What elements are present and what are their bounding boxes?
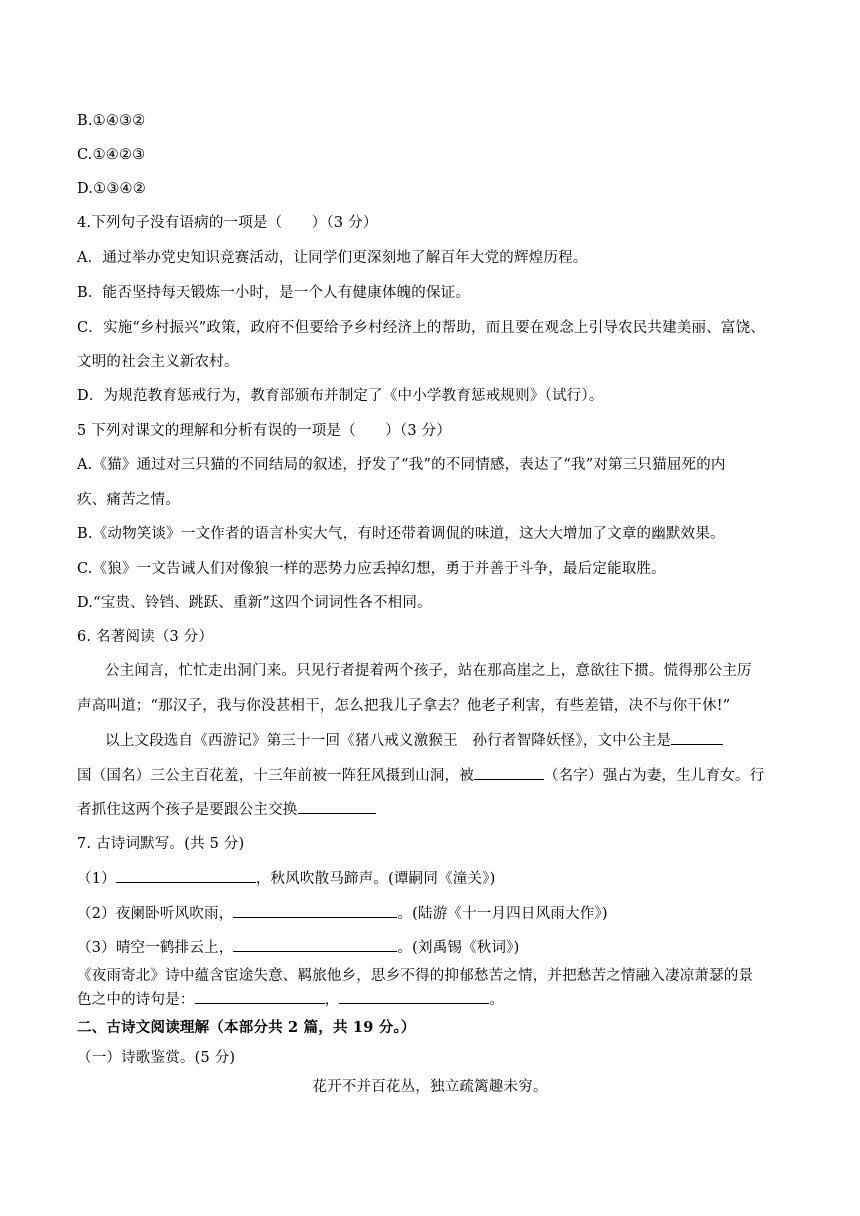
answer-blank-name[interactable] [474,765,544,780]
q7-line4-period: 。 [489,992,505,1008]
q7-line4-1: 《夜雨寄北》诗中蕴含宦途失意、羁旅他乡，思乡不得的抑郁愁苦之情，并把愁苦之情融入凄凉萧瑟的景 [77,968,754,984]
section2-subtitle: （一）诗歌鉴赏。(5 分) [77,1050,236,1066]
q4-stem: 4.下列句子没有语病的一项是（ ）（3 分） [77,215,378,231]
q7-line1 [77,868,496,889]
q3-option-c: C.①④②③ [77,147,146,163]
q6-question-text: 者抓住这两个孩子是要跟公主交换 [77,802,298,818]
q7-line1-label: （1） [77,871,116,887]
answer-blank-q7-4b[interactable] [339,989,489,1004]
q4-option-c-line1: C．实施“乡村振兴”政策，政府不但要给予乡村经济上的帮助，而且要在观念上引导农民共建美丽、富饶、 [77,320,766,336]
q3-option-b: B.①④③② [77,113,146,129]
q3-option-d: D.①③④② [77,181,146,197]
q7-line1-text: ，秋风吹散马蹄声。(谭嗣同《潼关》) [255,871,496,887]
q5-option-b: B.《动物笑谈》一文作者的语言朴实大气，有时还带着调侃的味道，这大大增加了文章的幽默效果。 [77,526,725,542]
q5-stem: 5 下列对课文的理解和分析有误的一项是（ ）（3 分） [77,423,452,439]
q7-line2 [77,903,608,924]
q4-option-a: A．通过举办党史知识竞赛活动，让同学们更深刻地了解百年大党的辉煌历程。 [77,250,588,266]
section2-title: 二、古诗文阅读理解（本部分共 2 篇，共 19 分。） [77,1019,416,1036]
q7-line3-text: （3）晴空一鹤排云上， [77,940,234,956]
q5-option-a-line1: A.《猫》通过对三只猫的不同结局的叙述，抒发了“我”的不同情感，表达了“我”对第三只猫屈死的内 [77,457,726,473]
q6-question-text: 以上文段选自《西游记》第三十一回《猪八戒义激猴王 孙行者智降妖怪》，文中公主是 [105,733,672,749]
q5-option-a-line2: 疚、痛苦之情。 [77,492,180,508]
q6-stem: 6. 名著阅读（3 分） [77,629,214,645]
answer-blank-q7-4a[interactable] [195,989,325,1004]
q6-question-line2 [77,765,764,786]
q6-question-text: 国（国名）三公主百花羞，十三年前被一阵狂风摄到山洞，被 [77,768,474,784]
answer-blank-q7-1[interactable] [116,868,256,883]
q6-passage-line1: 公主闻言，忙忙走出洞门来。只见行者提着两个孩子，站在那高崖之上，意欲往下掼。慌得那公主厉 [105,663,752,679]
q7-line4-2 [77,989,504,1010]
q4-option-b: B．能否坚持每天锻炼一小时，是一个人有健康体魄的保证。 [77,285,471,301]
answer-blank-q7-2[interactable] [233,903,397,918]
q4-option-d: D．为规范教育惩戒行为，教育部颁布并制定了《中小学教育惩戒规则》（试行）。 [77,388,604,404]
q7-line3 [77,937,520,958]
q6-question-line3 [77,799,376,820]
poem-line: 花开不并百花丛，独立疏篱趣未穷。 [312,1079,548,1095]
q7-line2-source: 。(陆游《十一月四日风雨大作》) [397,906,608,922]
q6-question-line1 [105,730,723,751]
q5-option-c: C.《狼》一文告诫人们对像狼一样的恶势力应丢掉幻想，勇于并善于斗争，最后定能取胜。 [77,561,666,577]
q7-line3-source: 。(刘禹锡《秋词》) [397,940,520,956]
q6-passage-line2: 声高叫道；“那汉子，我与你没甚相干，怎么把我儿子拿去？他老子利害，有些差错，决不与你干休!” [77,698,731,714]
answer-blank-q7-3[interactable] [233,937,397,952]
q4-option-c-line2: 文明的社会主义新农村。 [77,354,239,370]
q7-stem: 7. 古诗词默写。(共 5 分) [77,836,245,852]
answer-blank-exchange[interactable] [298,799,376,814]
q7-line2-text: （2）夜阑卧听风吹雨， [77,906,234,922]
q7-line4-comma: ， [324,992,340,1008]
answer-blank-country[interactable] [671,730,723,745]
q6-question-text: （名字）强占为妻，生儿育女。行 [543,768,765,784]
q7-line4-text: 色之中的诗句是： [77,992,195,1008]
q5-option-d: D.“宝贵、铃铛、跳跃、重新”这四个词词性各不相同。 [77,595,432,611]
